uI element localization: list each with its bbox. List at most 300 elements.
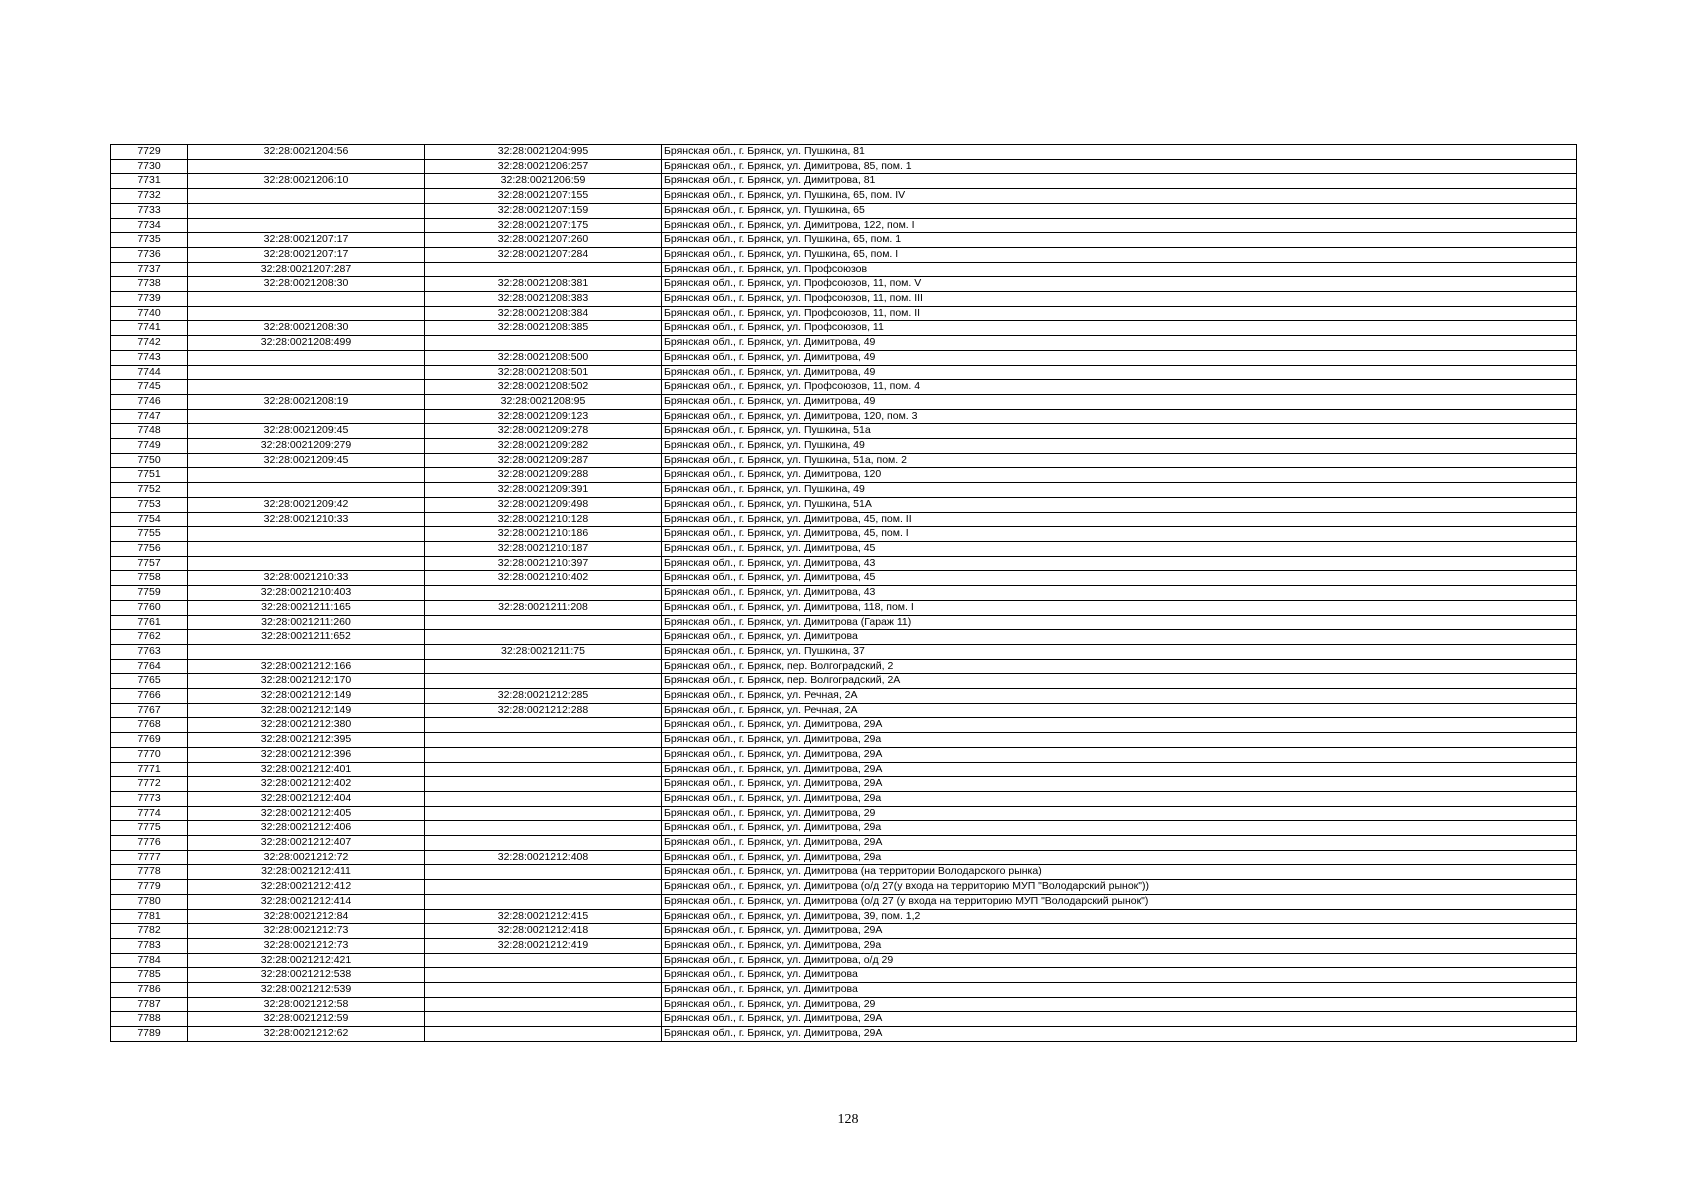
address-cell: Брянская обл., г. Брянск, ул. Димитрова, 29А — [662, 836, 1577, 851]
parcel-number-cell: 32:28:0021208:30 — [188, 277, 425, 292]
table-row — [111, 247, 1577, 262]
row-number-cell: 7747 — [111, 409, 188, 424]
object-number-cell: 32:28:0021209:498 — [425, 497, 662, 512]
address-cell: Брянская обл., г. Брянск, ул. Димитрова, 43 — [662, 556, 1577, 571]
address-cell: Брянская обл., г. Брянск, ул. Димитрова, 29а — [662, 733, 1577, 748]
object-number-cell: 32:28:0021209:288 — [425, 468, 662, 483]
parcel-number-cell: 32:28:0021207:17 — [188, 247, 425, 262]
address-cell: Брянская обл., г. Брянск, ул. Димитрова — [662, 630, 1577, 645]
parcel-number-cell: 32:28:0021212:72 — [188, 850, 425, 865]
object-number-cell: 32:28:0021210:187 — [425, 541, 662, 556]
address-cell: Брянская обл., г. Брянск, пер. Волгоградский, 2 — [662, 659, 1577, 674]
parcel-number-cell: 32:28:0021212:421 — [188, 953, 425, 968]
row-number-cell: 7783 — [111, 938, 188, 953]
row-number-cell: 7750 — [111, 453, 188, 468]
object-number-cell: 32:28:0021208:381 — [425, 277, 662, 292]
object-number-cell — [425, 586, 662, 601]
parcel-number-cell — [188, 203, 425, 218]
table-row — [111, 659, 1577, 674]
row-number-cell: 7778 — [111, 865, 188, 880]
table-row — [111, 306, 1577, 321]
parcel-number-cell: 32:28:0021211:165 — [188, 600, 425, 615]
parcel-number-cell: 32:28:0021212:405 — [188, 806, 425, 821]
address-cell: Брянская обл., г. Брянск, ул. Димитрова, 49 — [662, 365, 1577, 380]
parcel-number-cell: 32:28:0021212:149 — [188, 703, 425, 718]
row-number-cell: 7768 — [111, 718, 188, 733]
parcel-number-cell — [188, 541, 425, 556]
table-row — [111, 336, 1577, 351]
parcel-number-cell: 32:28:0021212:84 — [188, 909, 425, 924]
address-cell: Брянская обл., г. Брянск, ул. Димитрова, 45, пом. I — [662, 527, 1577, 542]
object-number-cell: 32:28:0021211:208 — [425, 600, 662, 615]
address-cell: Брянская обл., г. Брянск, ул. Профсоюзов, 11, пом. 4 — [662, 380, 1577, 395]
row-number-cell: 7752 — [111, 483, 188, 498]
parcel-number-cell: 32:28:0021212:380 — [188, 718, 425, 733]
page-number: 128 — [837, 1112, 859, 1127]
address-cell: Брянская обл., г. Брянск, ул. Пушкина, 51а — [662, 424, 1577, 439]
table-row — [111, 674, 1577, 689]
parcel-number-cell: 32:28:0021212:414 — [188, 894, 425, 909]
table-row — [111, 865, 1577, 880]
parcel-number-cell: 32:28:0021212:59 — [188, 1012, 425, 1027]
table-row — [111, 777, 1577, 792]
address-cell: Брянская обл., г. Брянск, ул. Речная, 2А — [662, 689, 1577, 704]
parcel-number-cell: 32:28:0021212:73 — [188, 924, 425, 939]
address-cell: Брянская обл., г. Брянск, ул. Пушкина, 65, пом. IV — [662, 189, 1577, 204]
object-number-cell: 32:28:0021211:75 — [425, 644, 662, 659]
address-cell: Брянская обл., г. Брянск, ул. Пушкина, 49 — [662, 439, 1577, 454]
row-number-cell: 7773 — [111, 791, 188, 806]
row-number-cell: 7785 — [111, 968, 188, 983]
table-row — [111, 439, 1577, 454]
object-number-cell: 32:28:0021212:408 — [425, 850, 662, 865]
table-row — [111, 527, 1577, 542]
row-number-cell: 7739 — [111, 292, 188, 307]
address-cell: Брянская обл., г. Брянск, ул. Пушкина, 65, пом. I — [662, 247, 1577, 262]
parcel-number-cell: 32:28:0021212:401 — [188, 762, 425, 777]
object-number-cell: 32:28:0021208:502 — [425, 380, 662, 395]
parcel-number-cell: 32:28:0021212:62 — [188, 1027, 425, 1042]
table-row — [111, 468, 1577, 483]
parcel-number-cell: 32:28:0021210:33 — [188, 571, 425, 586]
object-number-cell: 32:28:0021209:391 — [425, 483, 662, 498]
address-cell: Брянская обл., г. Брянск, ул. Пушкина, 49 — [662, 483, 1577, 498]
address-cell: Брянская обл., г. Брянск, ул. Димитрова, 29А — [662, 924, 1577, 939]
address-cell: Брянская обл., г. Брянск, ул. Димитрова, о/д 29 — [662, 953, 1577, 968]
object-number-cell: 32:28:0021208:385 — [425, 321, 662, 336]
object-number-cell: 32:28:0021208:500 — [425, 350, 662, 365]
address-cell: Брянская обл., г. Брянск, ул. Пушкина, 51А — [662, 497, 1577, 512]
parcel-number-cell — [188, 350, 425, 365]
object-number-cell: 32:28:0021207:159 — [425, 203, 662, 218]
object-number-cell — [425, 968, 662, 983]
address-cell: Брянская обл., г. Брянск, ул. Пушкина, 81 — [662, 145, 1577, 160]
parcel-number-cell: 32:28:0021212:170 — [188, 674, 425, 689]
row-number-cell: 7781 — [111, 909, 188, 924]
table-row — [111, 453, 1577, 468]
parcel-number-cell: 32:28:0021212:539 — [188, 983, 425, 998]
address-cell: Брянская обл., г. Брянск, ул. Димитрова, 45, пом. II — [662, 512, 1577, 527]
object-number-cell — [425, 894, 662, 909]
row-number-cell: 7751 — [111, 468, 188, 483]
row-number-cell: 7753 — [111, 497, 188, 512]
row-number-cell: 7742 — [111, 336, 188, 351]
parcel-number-cell: 32:28:0021212:404 — [188, 791, 425, 806]
parcel-number-cell: 32:28:0021204:56 — [188, 145, 425, 160]
address-cell: Брянская обл., г. Брянск, ул. Димитрова, 29А — [662, 777, 1577, 792]
parcel-number-cell: 32:28:0021206:10 — [188, 174, 425, 189]
parcel-number-cell: 32:28:0021208:499 — [188, 336, 425, 351]
address-cell: Брянская обл., г. Брянск, ул. Димитрова, 45 — [662, 541, 1577, 556]
object-number-cell: 32:28:0021210:397 — [425, 556, 662, 571]
address-cell: Брянская обл., г. Брянск, ул. Димитрова, 122, пом. I — [662, 218, 1577, 233]
parcel-number-cell: 32:28:0021209:42 — [188, 497, 425, 512]
table-row — [111, 718, 1577, 733]
object-number-cell — [425, 733, 662, 748]
parcel-number-cell: 32:28:0021208:30 — [188, 321, 425, 336]
parcel-number-cell — [188, 189, 425, 204]
row-number-cell: 7758 — [111, 571, 188, 586]
parcel-number-cell: 32:28:0021210:33 — [188, 512, 425, 527]
table-row — [111, 615, 1577, 630]
row-number-cell: 7760 — [111, 600, 188, 615]
address-cell: Брянская обл., г. Брянск, ул. Димитрова, 29а — [662, 938, 1577, 953]
row-number-cell: 7746 — [111, 394, 188, 409]
parcel-number-cell: 32:28:0021211:260 — [188, 615, 425, 630]
parcel-number-cell — [188, 483, 425, 498]
table-row — [111, 277, 1577, 292]
row-number-cell: 7765 — [111, 674, 188, 689]
address-cell: Брянская обл., г. Брянск, ул. Димитрова, 29А — [662, 1027, 1577, 1042]
table-row — [111, 1012, 1577, 1027]
table-row — [111, 938, 1577, 953]
table-row — [111, 189, 1577, 204]
parcel-number-cell — [188, 218, 425, 233]
address-cell: Брянская обл., г. Брянск, ул. Димитрова, 29а — [662, 850, 1577, 865]
row-number-cell: 7788 — [111, 1012, 188, 1027]
parcel-number-cell: 32:28:0021212:166 — [188, 659, 425, 674]
row-number-cell: 7789 — [111, 1027, 188, 1042]
row-number-cell: 7732 — [111, 189, 188, 204]
address-cell: Брянская обл., г. Брянск, ул. Димитрова, 49 — [662, 394, 1577, 409]
address-cell: Брянская обл., г. Брянск, ул. Димитрова, 85, пом. 1 — [662, 159, 1577, 174]
address-cell: Брянская обл., г. Брянск, ул. Димитрова, 120, пом. 3 — [662, 409, 1577, 424]
object-number-cell: 32:28:0021207:155 — [425, 189, 662, 204]
row-number-cell: 7763 — [111, 644, 188, 659]
row-number-cell: 7744 — [111, 365, 188, 380]
parcel-number-cell: 32:28:0021212:396 — [188, 747, 425, 762]
address-cell: Брянская обл., г. Брянск, ул. Профсоюзов, 11 — [662, 321, 1577, 336]
table-row — [111, 174, 1577, 189]
parcel-number-cell: 32:28:0021208:19 — [188, 394, 425, 409]
object-number-cell: 32:28:0021209:282 — [425, 439, 662, 454]
address-cell: Брянская обл., г. Брянск, ул. Димитрова, 29а — [662, 821, 1577, 836]
row-number-cell: 7767 — [111, 703, 188, 718]
object-number-cell — [425, 997, 662, 1012]
table-row — [111, 909, 1577, 924]
row-number-cell: 7769 — [111, 733, 188, 748]
object-number-cell: 32:28:0021206:59 — [425, 174, 662, 189]
row-number-cell: 7759 — [111, 586, 188, 601]
table-row — [111, 262, 1577, 277]
table-row — [111, 600, 1577, 615]
object-number-cell — [425, 865, 662, 880]
table-row — [111, 1027, 1577, 1042]
address-cell: Брянская обл., г. Брянск, ул. Димитрова, 49 — [662, 350, 1577, 365]
object-number-cell: 32:28:0021208:501 — [425, 365, 662, 380]
address-cell: Брянская обл., г. Брянск, ул. Димитрова, 81 — [662, 174, 1577, 189]
parcel-number-cell — [188, 292, 425, 307]
parcel-number-cell — [188, 556, 425, 571]
address-cell: Брянская обл., г. Брянск, ул. Димитрова, 29 — [662, 806, 1577, 821]
address-cell: Брянская обл., г. Брянск, ул. Димитрова (о/д 27 (у входа на территорию МУП "Володарский рынок") — [662, 894, 1577, 909]
table-row — [111, 218, 1577, 233]
table-row — [111, 733, 1577, 748]
object-number-cell: 32:28:0021208:384 — [425, 306, 662, 321]
address-cell: Брянская обл., г. Брянск, ул. Димитрова, 120 — [662, 468, 1577, 483]
parcel-number-cell: 32:28:0021212:538 — [188, 968, 425, 983]
object-number-cell: 32:28:0021208:383 — [425, 292, 662, 307]
table-row — [111, 894, 1577, 909]
row-number-cell: 7772 — [111, 777, 188, 792]
table-row — [111, 762, 1577, 777]
address-cell: Брянская обл., г. Брянск, ул. Димитрова, 29А — [662, 1012, 1577, 1027]
object-number-cell: 32:28:0021204:995 — [425, 145, 662, 160]
row-number-cell: 7735 — [111, 233, 188, 248]
table-row — [111, 644, 1577, 659]
object-number-cell — [425, 983, 662, 998]
object-number-cell — [425, 336, 662, 351]
parcel-number-cell: 32:28:0021212:58 — [188, 997, 425, 1012]
address-cell: Брянская обл., г. Брянск, ул. Димитрова, 29А — [662, 762, 1577, 777]
parcel-number-cell: 32:28:0021212:395 — [188, 733, 425, 748]
parcel-number-cell: 32:28:0021209:45 — [188, 453, 425, 468]
table-row — [111, 791, 1577, 806]
row-number-cell: 7777 — [111, 850, 188, 865]
row-number-cell: 7764 — [111, 659, 188, 674]
row-number-cell: 7786 — [111, 983, 188, 998]
parcel-number-cell: 32:28:0021212:73 — [188, 938, 425, 953]
row-number-cell: 7737 — [111, 262, 188, 277]
address-cell: Брянская обл., г. Брянск, ул. Димитрова, 29 — [662, 997, 1577, 1012]
object-number-cell — [425, 806, 662, 821]
parcel-number-cell: 32:28:0021212:412 — [188, 880, 425, 895]
table-row — [111, 836, 1577, 851]
address-cell: Брянская обл., г. Брянск, ул. Профсоюзов, 11, пом. V — [662, 277, 1577, 292]
row-number-cell: 7774 — [111, 806, 188, 821]
row-number-cell: 7766 — [111, 689, 188, 704]
row-number-cell: 7729 — [111, 145, 188, 160]
address-cell: Брянская обл., г. Брянск, ул. Пушкина, 51а, пом. 2 — [662, 453, 1577, 468]
address-cell: Брянская обл., г. Брянск, ул. Димитрова — [662, 968, 1577, 983]
object-number-cell — [425, 791, 662, 806]
row-number-cell: 7730 — [111, 159, 188, 174]
row-number-cell: 7782 — [111, 924, 188, 939]
table-row — [111, 880, 1577, 895]
cadastral-table — [110, 144, 1577, 1042]
object-number-cell: 32:28:0021207:175 — [425, 218, 662, 233]
object-number-cell — [425, 777, 662, 792]
row-number-cell: 7787 — [111, 997, 188, 1012]
table-row — [111, 689, 1577, 704]
table-row — [111, 703, 1577, 718]
table-row — [111, 821, 1577, 836]
parcel-number-cell — [188, 527, 425, 542]
row-number-cell: 7733 — [111, 203, 188, 218]
parcel-number-cell — [188, 306, 425, 321]
address-cell: Брянская обл., г. Брянск, ул. Пушкина, 65 — [662, 203, 1577, 218]
address-cell: Брянская обл., г. Брянск, ул. Пушкина, 65, пом. 1 — [662, 233, 1577, 248]
address-cell: Брянская обл., г. Брянск, ул. Димитрова, 49 — [662, 336, 1577, 351]
address-cell: Брянская обл., г. Брянск, ул. Димитрова (Гараж 11) — [662, 615, 1577, 630]
parcel-number-cell: 32:28:0021209:45 — [188, 424, 425, 439]
table-row — [111, 953, 1577, 968]
parcel-number-cell: 32:28:0021212:402 — [188, 777, 425, 792]
address-cell: Брянская обл., г. Брянск, ул. Димитрова, 45 — [662, 571, 1577, 586]
table-row — [111, 394, 1577, 409]
table-row — [111, 571, 1577, 586]
address-cell: Брянская обл., г. Брянск, ул. Димитрова, 43 — [662, 586, 1577, 601]
parcel-number-cell: 32:28:0021209:279 — [188, 439, 425, 454]
table-row — [111, 586, 1577, 601]
row-number-cell: 7731 — [111, 174, 188, 189]
object-number-cell — [425, 659, 662, 674]
row-number-cell: 7755 — [111, 527, 188, 542]
object-number-cell: 32:28:0021212:415 — [425, 909, 662, 924]
table-row — [111, 512, 1577, 527]
address-cell: Брянская обл., г. Брянск, пер. Волгоградский, 2А — [662, 674, 1577, 689]
table-row — [111, 850, 1577, 865]
address-cell: Брянская обл., г. Брянск, ул. Профсоюзов, 11, пом. III — [662, 292, 1577, 307]
address-cell: Брянская обл., г. Брянск, ул. Димитрова, 29А — [662, 718, 1577, 733]
cadastral-table-body — [111, 145, 1577, 1042]
object-number-cell: 32:28:0021209:287 — [425, 453, 662, 468]
parcel-number-cell — [188, 380, 425, 395]
row-number-cell: 7784 — [111, 953, 188, 968]
object-number-cell: 32:28:0021206:257 — [425, 159, 662, 174]
object-number-cell: 32:28:0021212:288 — [425, 703, 662, 718]
table-row — [111, 924, 1577, 939]
row-number-cell: 7754 — [111, 512, 188, 527]
parcel-number-cell: 32:28:0021212:149 — [188, 689, 425, 704]
address-cell: Брянская обл., г. Брянск, ул. Профсоюзов — [662, 262, 1577, 277]
object-number-cell: 32:28:0021207:260 — [425, 233, 662, 248]
table-row — [111, 968, 1577, 983]
row-number-cell: 7745 — [111, 380, 188, 395]
parcel-number-cell: 32:28:0021211:652 — [188, 630, 425, 645]
row-number-cell: 7756 — [111, 541, 188, 556]
object-number-cell: 32:28:0021210:128 — [425, 512, 662, 527]
table-row — [111, 380, 1577, 395]
table-row — [111, 409, 1577, 424]
parcel-number-cell — [188, 468, 425, 483]
address-cell: Брянская обл., г. Брянск, ул. Димитрова (о/д 27(у входа на территорию МУП "Володарский рынок")) — [662, 880, 1577, 895]
row-number-cell: 7741 — [111, 321, 188, 336]
table-row — [111, 424, 1577, 439]
table-row — [111, 203, 1577, 218]
object-number-cell: 32:28:0021208:95 — [425, 394, 662, 409]
table-row — [111, 145, 1577, 160]
object-number-cell — [425, 262, 662, 277]
table-row — [111, 483, 1577, 498]
object-number-cell — [425, 953, 662, 968]
object-number-cell: 32:28:0021209:278 — [425, 424, 662, 439]
address-cell: Брянская обл., г. Брянск, ул. Профсоюзов, 11, пом. II — [662, 306, 1577, 321]
object-number-cell: 32:28:0021212:419 — [425, 938, 662, 953]
table-row — [111, 983, 1577, 998]
object-number-cell — [425, 836, 662, 851]
parcel-number-cell: 32:28:0021207:287 — [188, 262, 425, 277]
table-row — [111, 541, 1577, 556]
object-number-cell — [425, 674, 662, 689]
address-cell: Брянская обл., г. Брянск, ул. Димитрова — [662, 983, 1577, 998]
row-number-cell: 7734 — [111, 218, 188, 233]
parcel-number-cell — [188, 159, 425, 174]
address-cell: Брянская обл., г. Брянск, ул. Пушкина, 37 — [662, 644, 1577, 659]
object-number-cell — [425, 1027, 662, 1042]
address-cell: Брянская обл., г. Брянск, ул. Димитрова, 118, пом. I — [662, 600, 1577, 615]
parcel-number-cell: 32:28:0021212:406 — [188, 821, 425, 836]
address-cell: Брянская обл., г. Брянск, ул. Димитрова, 39, пом. 1,2 — [662, 909, 1577, 924]
object-number-cell: 32:28:0021212:285 — [425, 689, 662, 704]
row-number-cell: 7771 — [111, 762, 188, 777]
parcel-number-cell: 32:28:0021212:407 — [188, 836, 425, 851]
object-number-cell: 32:28:0021210:402 — [425, 571, 662, 586]
object-number-cell — [425, 1012, 662, 1027]
parcel-number-cell: 32:28:0021212:411 — [188, 865, 425, 880]
object-number-cell — [425, 762, 662, 777]
table-row — [111, 556, 1577, 571]
address-cell: Брянская обл., г. Брянск, ул. Димитрова, 29а — [662, 791, 1577, 806]
object-number-cell — [425, 821, 662, 836]
table-row — [111, 350, 1577, 365]
parcel-number-cell — [188, 365, 425, 380]
table-row — [111, 365, 1577, 380]
row-number-cell: 7738 — [111, 277, 188, 292]
parcel-number-cell: 32:28:0021210:403 — [188, 586, 425, 601]
table-row — [111, 630, 1577, 645]
row-number-cell: 7743 — [111, 350, 188, 365]
row-number-cell: 7775 — [111, 821, 188, 836]
object-number-cell: 32:28:0021212:418 — [425, 924, 662, 939]
table-row — [111, 159, 1577, 174]
row-number-cell: 7761 — [111, 615, 188, 630]
row-number-cell: 7779 — [111, 880, 188, 895]
table-row — [111, 497, 1577, 512]
parcel-number-cell — [188, 644, 425, 659]
row-number-cell: 7757 — [111, 556, 188, 571]
table-row — [111, 997, 1577, 1012]
table-row — [111, 292, 1577, 307]
row-number-cell: 7762 — [111, 630, 188, 645]
table-row — [111, 233, 1577, 248]
object-number-cell — [425, 630, 662, 645]
row-number-cell: 7740 — [111, 306, 188, 321]
row-number-cell: 7749 — [111, 439, 188, 454]
object-number-cell — [425, 880, 662, 895]
row-number-cell: 7770 — [111, 747, 188, 762]
parcel-number-cell — [188, 409, 425, 424]
row-number-cell: 7748 — [111, 424, 188, 439]
object-number-cell: 32:28:0021209:123 — [425, 409, 662, 424]
row-number-cell: 7736 — [111, 247, 188, 262]
object-number-cell: 32:28:0021207:284 — [425, 247, 662, 262]
address-cell: Брянская обл., г. Брянск, ул. Димитрова (на территории Володарского рынка) — [662, 865, 1577, 880]
table-row — [111, 806, 1577, 821]
address-cell: Брянская обл., г. Брянск, ул. Речная, 2А — [662, 703, 1577, 718]
row-number-cell: 7780 — [111, 894, 188, 909]
table-row — [111, 747, 1577, 762]
